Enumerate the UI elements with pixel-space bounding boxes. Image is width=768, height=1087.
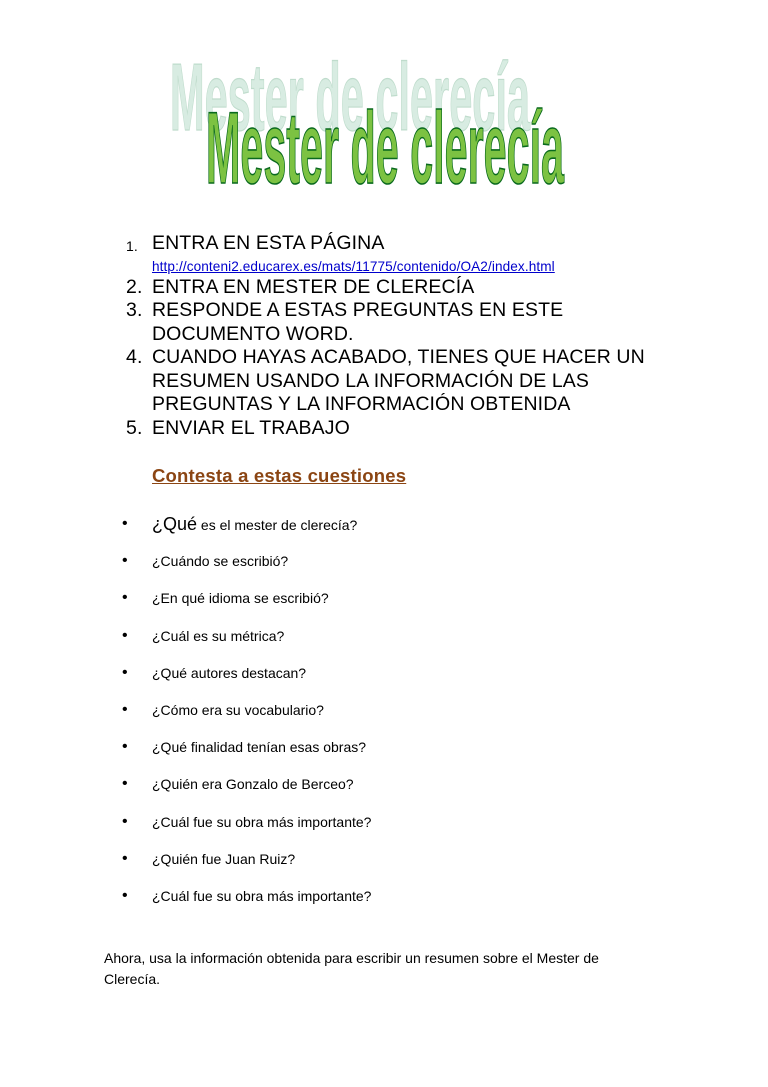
question-text: ¿Cuándo se escribió? [152,553,289,570]
step-text: CUANDO HAYAS ACABADO, TIENES QUE HACER UN RESUMEN USANDO LA INFORMACIÓN DE LAS PREGUNTAS Y LA INFORMACIÓN OBTENIDA [152,346,645,415]
question-item [122,661,682,698]
bullet-icon: • [122,552,128,570]
question-item [122,735,682,772]
section-heading: Contesta a estas cuestiones [152,465,407,486]
question-text: ¿Cómo era su vocabulario? [152,701,324,718]
step-number: 1. [126,238,138,254]
question-text: ¿En qué idioma se escribió? [152,590,329,607]
question-text [152,512,357,537]
question-text: ¿Cuál fue su obra más importante? [152,887,372,904]
questions-list [122,512,682,921]
step-text: ENTRA EN MESTER DE CLERECÍA [152,275,475,298]
bullet-icon: • [122,812,128,830]
instruction-step [126,346,666,417]
question-item [122,810,682,847]
question-text: ¿Qué autores destacan? [152,664,307,681]
wordart-title [0,0,768,200]
bullet-icon: • [122,775,128,793]
question-item [122,549,682,586]
question-item [122,884,682,921]
question-item [122,512,682,549]
question-text: ¿Quién fue Juan Ruiz? [152,850,296,867]
instructions-list [126,232,666,440]
question-lead: ¿Qué [152,514,198,534]
instruction-step [126,417,666,441]
question-text: ¿Qué finalidad tenían esas obras? [152,739,367,756]
step-text: ENTRA EN ESTA PÁGINA [152,232,385,254]
closing-paragraph: Ahora, usa la información obtenida para escribir un resumen sobre el Mester de Clerecía. [104,950,599,987]
bullet-icon: • [122,700,128,718]
question-rest: es el mester de clerecía? [197,517,358,533]
bullet-icon: • [122,515,128,532]
bullet-icon: • [122,886,128,904]
step-number: 5. [126,416,143,439]
question-text: ¿Quién era Gonzalo de Berceo? [152,776,354,793]
instruction-step [126,299,666,346]
question-item [122,847,682,884]
instruction-step [126,276,666,300]
bullet-icon: • [122,849,128,867]
bullet-icon: • [122,738,128,756]
step-text: RESPONDE A ESTAS PREGUNTAS EN ESTE DOCUMENTO WORD. [152,299,564,345]
instruction-step [126,232,666,276]
question-item [122,624,682,661]
educarex-link[interactable]: http://conteni2.educarex.es/mats/11775/contenido/OA2/index.html [152,258,555,274]
step-number: 4. [126,346,143,368]
bullet-icon: • [122,626,128,644]
step-text: ENVIAR EL TRABAJO [152,416,350,439]
bullet-icon: • [122,589,128,607]
wordart-title-shadow: Mester de clerecía [170,44,531,151]
step-number: 3. [126,299,143,321]
question-text: ¿Cuál fue su obra más importante? [152,813,372,830]
question-text: ¿Cuál es su métrica? [152,627,285,644]
step-number: 2. [126,275,143,298]
question-item [122,698,682,735]
wordart-title-main: Mester de clerecía [206,91,565,200]
bullet-icon: • [122,663,128,681]
question-item [122,772,682,809]
question-item [122,586,682,623]
